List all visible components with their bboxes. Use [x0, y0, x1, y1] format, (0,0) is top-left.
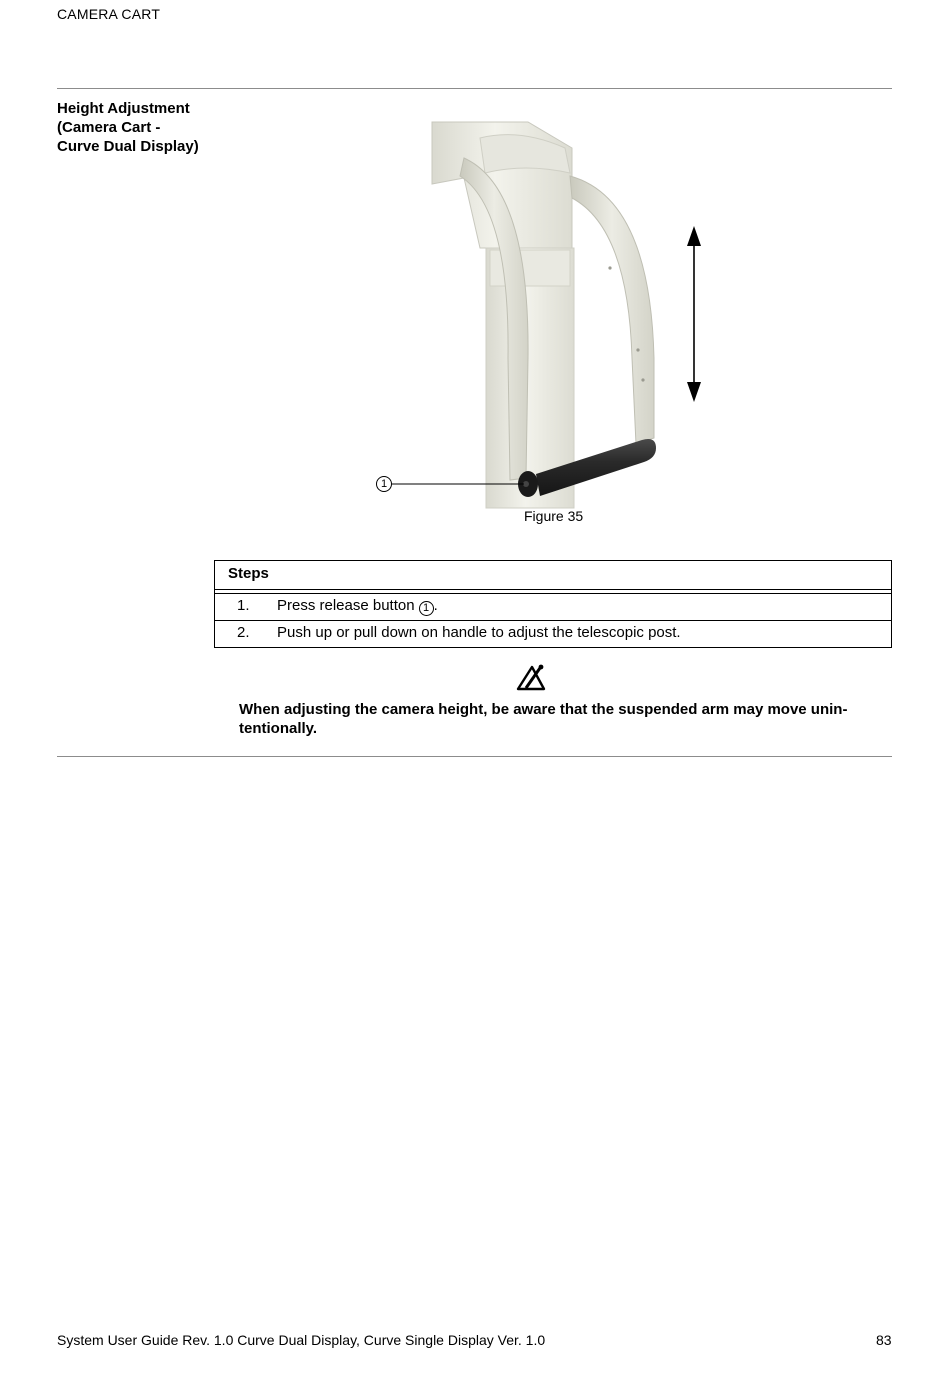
section-title-line-1: Height Adjustment [57, 100, 190, 117]
figure-caption: Figure 35 [524, 508, 584, 524]
note-pencil-icon [514, 662, 546, 692]
section-title-line-3: Curve Dual Display) [57, 138, 199, 155]
steps-heading: Steps [215, 561, 891, 590]
header-title: CAMERA CART [57, 6, 161, 22]
section-title [57, 99, 217, 156]
bottom-divider [57, 756, 892, 757]
step-row [215, 620, 891, 647]
step-number: 1. [237, 597, 250, 614]
callout-reference: 1 [419, 601, 434, 616]
step-text: Push up or pull down on handle to adjust the telescopic post. [277, 624, 681, 641]
step-row [215, 594, 891, 620]
page-number: 83 [876, 1332, 892, 1348]
top-divider [57, 88, 892, 89]
note-text: When adjusting the camera height, be aware that the suspended arm may move unin-tentionally. [239, 701, 848, 737]
camera-cart-figure [360, 118, 740, 510]
step-text-end: . [433, 597, 438, 614]
step-number: 2. [237, 624, 250, 641]
step-text [277, 594, 438, 618]
step-text-main: Press release button [277, 597, 415, 614]
callout-number: 1 [380, 478, 388, 490]
footer-document-title: System User Guide Rev. 1.0 Curve Dual Display, Curve Single Display Ver. 1.0 [57, 1332, 546, 1348]
steps-table [214, 560, 892, 648]
section-title-line-2: (Camera Cart - [57, 119, 161, 136]
